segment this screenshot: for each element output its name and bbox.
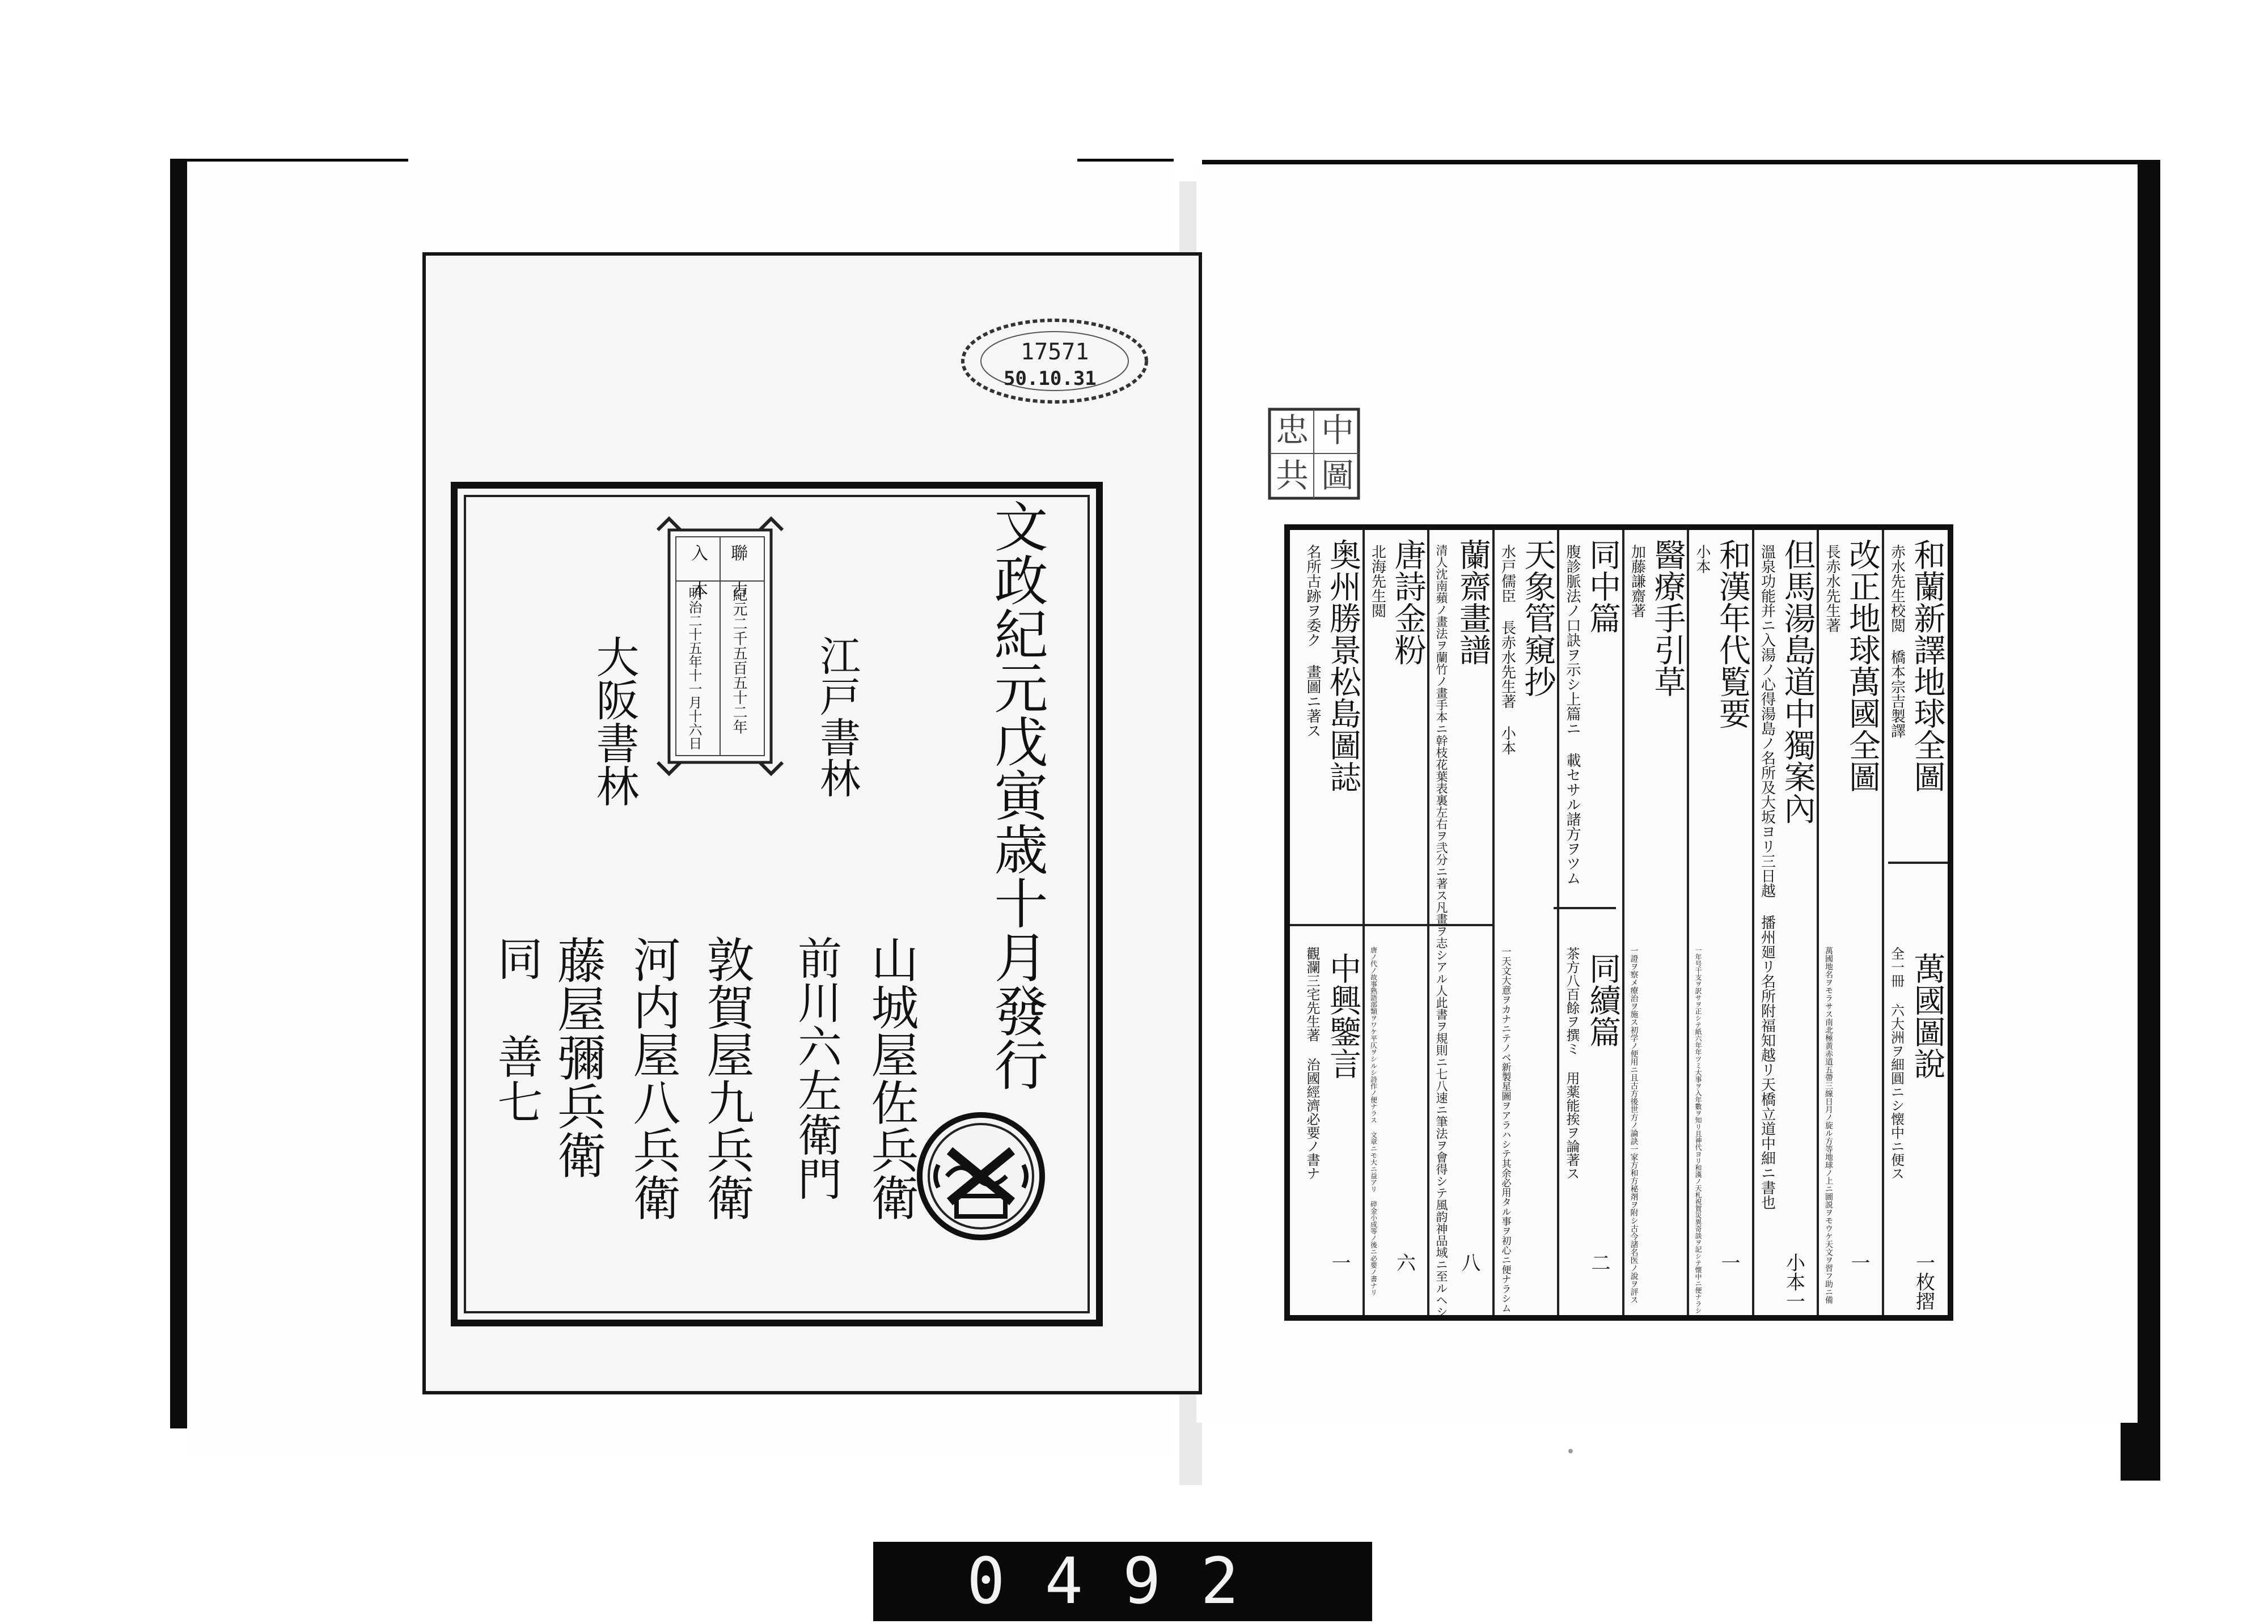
catalog-description: 觀瀾三宅先生著 治國經濟必要ノ書ナ bbox=[1304, 947, 1320, 1180]
catalog-title: 唐詩金粉 bbox=[1389, 538, 1427, 665]
stamp-accession-number: 17571 bbox=[1021, 339, 1089, 365]
catalog-note: 腹診脈法ノ口訣ヲ示シ上篇ニ 載セサル諸方ヲツム bbox=[1564, 544, 1581, 885]
catalog-mid-rule bbox=[1554, 907, 1616, 909]
acquisition-row-label: 聯 古 bbox=[727, 544, 747, 598]
catalog-volume-count: 小本一 bbox=[1782, 1253, 1805, 1311]
acquisition-label-frame bbox=[646, 513, 794, 779]
catalog-volume-count: 一 bbox=[1717, 1253, 1740, 1272]
catalog-subtitle: 中興鑒言 bbox=[1325, 952, 1361, 1079]
corner-seal-char: 忠 bbox=[1270, 413, 1309, 446]
catalog-note: 溫泉功能并ニ入湯ノ心得湯島ノ名所及大坂ヨリ三日越 播州廻リ名所附福知越リ天橋立道中細ニ書也 bbox=[1758, 544, 1776, 1210]
publication-date-line: 文政紀元戊寅歳十月發行 bbox=[985, 499, 1048, 1091]
catalog-note: 清人沈南蘋ノ畫法ヲ蘭竹ノ畫手本ニ幹枝花葉表裏左右ヲ弐分ニ著ス凡畫ヲ志シアル人此書ヲ規則ニ七八速ニ筆法ヲ會得シテ風韵神品域ニ至ルヘシ bbox=[1435, 544, 1448, 1318]
catalog-title: 醫療手引草 bbox=[1649, 538, 1686, 697]
catalog-volume-count: 八 bbox=[1458, 1253, 1480, 1272]
catalog-volume-count: 一 bbox=[1328, 1253, 1351, 1272]
catalog-title: 改正地球萬國全圖 bbox=[1844, 538, 1881, 792]
catalog-note: 水戸儒臣 長赤水先生著 小本 bbox=[1499, 544, 1516, 755]
publisher-name: 河内屋八兵衛 bbox=[625, 935, 681, 1221]
catalog-subtitle: 同續篇 bbox=[1584, 952, 1621, 1048]
catalog-description: 一天文大意ヲカナニテノベ新製星圖ヲアラハシテ其余必用タル事ヲ初心ニ便ナラシム bbox=[1499, 947, 1511, 1313]
catalog-note: 北海先生閲 bbox=[1369, 544, 1386, 618]
edo-booksellers-heading: 江戸書林 bbox=[813, 635, 861, 798]
catalog-title: 但馬湯島道中獨案內 bbox=[1779, 538, 1816, 824]
catalog-volume-count: 二 bbox=[1588, 1253, 1610, 1272]
catalog-column-rule bbox=[1427, 530, 1429, 1315]
stamp-date: 50.10.31 bbox=[1004, 367, 1097, 390]
catalog-volume-count: 一 bbox=[1847, 1253, 1870, 1272]
catalog-description: 全一冊 六大洲ヲ細圓ニシ懐中ニ便ス bbox=[1888, 947, 1905, 1180]
catalog-column-rule bbox=[1557, 530, 1559, 1315]
catalog-note: 小本 bbox=[1694, 544, 1711, 574]
catalog-column-rule bbox=[1492, 530, 1495, 1315]
catalog-title: 天象管窺抄 bbox=[1519, 538, 1556, 697]
publisher-name: 前川六左衛門 bbox=[790, 935, 841, 1201]
catalog-volume-count: 六 bbox=[1393, 1253, 1416, 1272]
catalog-title: 和蘭新譯地球全圖 bbox=[1909, 538, 1946, 792]
corner-seal-char: 中 bbox=[1315, 413, 1354, 446]
catalog-column-rule bbox=[1817, 530, 1819, 1315]
catalog-description: 茶方八百餘ヲ撰ミ 用薬能挨ヲ論著ス bbox=[1564, 947, 1580, 1180]
catalog-note: 赤水先生校閲 橋本宗吉製譯 bbox=[1888, 544, 1906, 738]
catalog-title: 和漢年代覧要 bbox=[1714, 538, 1751, 729]
publisher-name: 山城屋佐兵衛 bbox=[864, 935, 919, 1221]
publisher-name: 敦賀屋九兵衛 bbox=[699, 935, 755, 1221]
catalog-column-rule bbox=[1363, 530, 1365, 1315]
corner-seal-char: 圖 bbox=[1315, 458, 1354, 491]
acquisition-row-label: 入 本 bbox=[688, 544, 708, 598]
catalog-note: 加藤謙齋著 bbox=[1628, 544, 1646, 618]
film-frame-number: 0492 bbox=[967, 1545, 1279, 1618]
catalog-description: 萬國地名ヲモラサス南北極黄赤道五帶三線日月ノ旋ル方等地球ノ上ニ圖説ヲモウケ天文ヲ習フ助ニ備 bbox=[1824, 947, 1833, 1304]
catalog-description: 唐ノ代ノ故事熟語部類ヲワケ平仄ヲシルシ詩作ノ便ナラス 文章ニモ大ニ益アリ 碎金小成等ノ後ニ必要ノ書ナリ bbox=[1369, 947, 1378, 1296]
corner-seal-char: 共 bbox=[1270, 458, 1309, 491]
osaka-booksellers-heading: 大阪書林 bbox=[589, 635, 640, 807]
publisher-name: 同 善七 bbox=[490, 935, 543, 1124]
acquisition-line: 明治二十五年十一月十六日 bbox=[686, 587, 702, 750]
catalog-subtitle: 萬國圖說 bbox=[1909, 952, 1946, 1079]
publisher-name: 藤屋彌兵衛 bbox=[549, 935, 606, 1179]
catalog-title: 同中篇 bbox=[1584, 538, 1621, 634]
catalog-column-rule bbox=[1882, 530, 1884, 1315]
catalog-column-rule bbox=[1687, 530, 1689, 1315]
catalog-note: 長赤水先生著 bbox=[1823, 544, 1840, 633]
catalog-description: 一證ヲ察メ療治ヲ施ス初学ノ便用ニ且古方後世方ノ論訣一家方和方秘剤ヲ附シ古今諸名医ノ說ヲ評ス bbox=[1629, 947, 1639, 1304]
catalog-mid-rule bbox=[1888, 862, 1948, 864]
catalog-volume-count: 一枚摺 bbox=[1912, 1253, 1935, 1311]
catalog-column-rule bbox=[1622, 530, 1624, 1315]
catalog-title: 奥州勝景松島圖誌 bbox=[1325, 538, 1361, 792]
catalog-description: 一年号干支ヲ訳サヲ正シテ紙六年年ツミ大事ヲ入年數ヲ知リ且神代ヨリ和漢ノ天札祝賀災異奇談ヲ記シテ懐中ニ便ナラシム bbox=[1694, 947, 1702, 1321]
catalog-note: 名所古跡ヲ委ク 畫圖ニ著ス bbox=[1304, 544, 1321, 738]
catalog-column-rule bbox=[1752, 530, 1754, 1315]
catalog-title: 蘭齋畫譜 bbox=[1454, 538, 1491, 665]
acquisition-line: 紀元二千五百五十二年 bbox=[730, 587, 747, 734]
catalog-mid-rule bbox=[1290, 924, 1494, 926]
publisher-seal-icon bbox=[916, 1111, 1046, 1241]
